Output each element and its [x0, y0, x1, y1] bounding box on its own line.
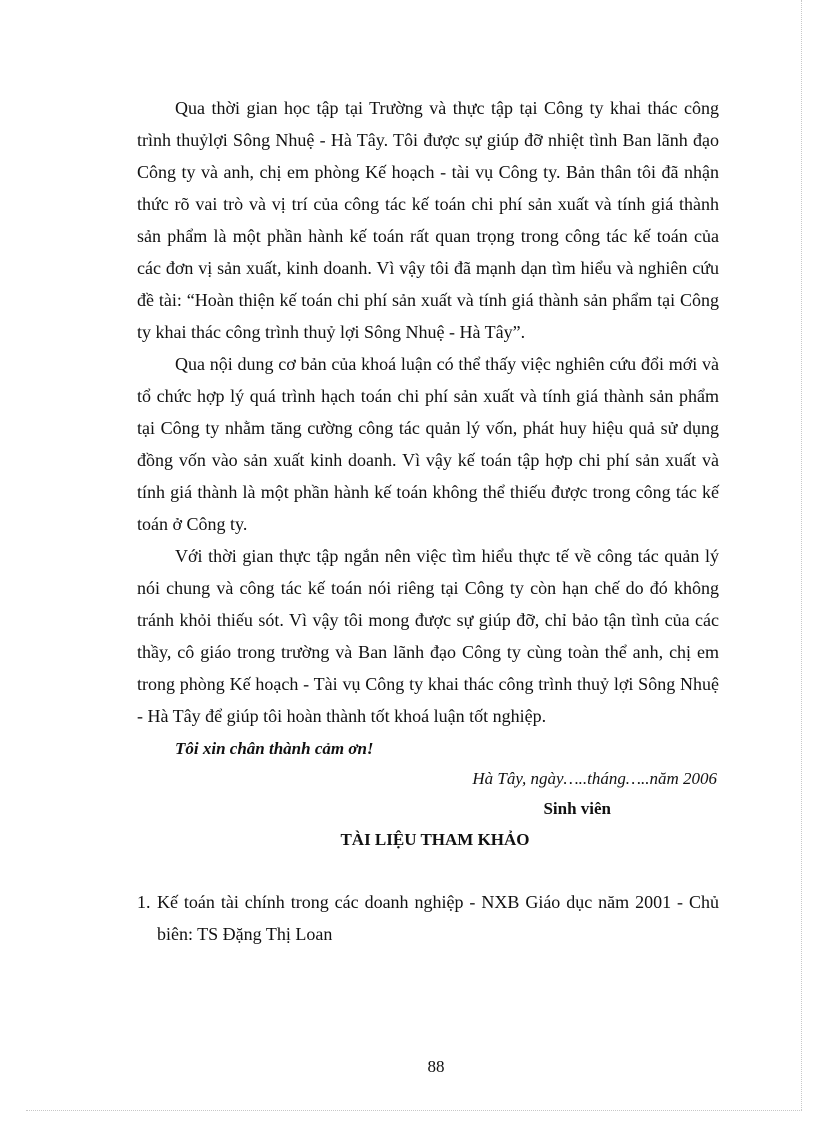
signer-label: Sinh viên [543, 799, 611, 818]
references-heading: TÀI LIỆU THAM KHẢO [340, 830, 530, 849]
document-body [137, 92, 719, 950]
references-list [137, 886, 719, 950]
reference-item [137, 886, 719, 950]
reference-text: Kế toán tài chính trong các doanh nghiệp - NXB Giáo dục năm 2001 - Chủ biên: TS Đặng Thị Loan [157, 892, 719, 944]
paragraph-content-summary: Qua nội dung cơ bản của khoá luận có thể thấy việc nghiên cứu đổi mới và tổ chức hợp lý quá trình hạch toán chi phí sản xuất và tính giá thành sản phẩm tại Công ty nhằm tăng cường công tác quản lý vốn, phát huy hiệu quả sử dụng đồng vốn vào sản xuất kinh doanh. Vì vậy kế toán tập hợp chi phí sản xuất và tính giá thành là một phần hành kế toán không thể thiếu được trong công tác kế toán ở Công ty. [137, 354, 719, 534]
place-date-line: Hà Tây, ngày…..tháng…..năm 2006 [472, 769, 717, 788]
paragraph-acknowledgement: Với thời gian thực tập ngắn nên việc tìm hiểu thực tế về công tác quản lý nói chung và công tác kế toán nói riêng tại Công ty còn hạn chế do đó không tránh khỏi thiếu sót. Vì vậy tôi mong được sự giúp đỡ, chỉ bảo tận tình của các thầy, cô giáo trong trường và Ban lãnh đạo Công ty cùng toàn thể anh, chị em trong phòng Kế hoạch - Tài vụ Công ty khai thác công trình thuỷ lợi Sông Nhuệ - Hà Tây để giúp tôi hoàn thành tốt khoá luận tốt nghiệp. [137, 546, 719, 726]
page-border-bottom [26, 1110, 802, 1111]
page-border-right [801, 0, 802, 1110]
paragraph-intro: Qua thời gian học tập tại Trường và thực tập tại Công ty khai thác công trình thuỷlợi Sông Nhuệ - Hà Tây. Tôi được sự giúp đỡ nhiệt tình Ban lãnh đạo Công ty và anh, chị em phòng Kế hoạch - tài vụ Công ty. Bản thân tôi đã nhận thức rõ vai trò và vị trí của công tác kế toán chi phí sản xuất và tính giá thành sản phẩm là một phần hành kế toán rất quan trọng trong công tác kế toán của các đơn vị sản xuất, kinh doanh. Vì vậy tôi đã mạnh dạn tìm hiểu và nghiên cứu đề tài: “Hoàn thiện kế toán chi phí sản xuất và tính giá thành sản phẩm tại Công ty khai thác công trình thuỷ lợi Sông Nhuệ - Hà Tây”. [137, 98, 719, 342]
reference-number: 1. [137, 892, 151, 912]
thanks-line: Tôi xin chân thành cảm ơn! [175, 739, 374, 758]
page-number: 88 [427, 1057, 445, 1076]
